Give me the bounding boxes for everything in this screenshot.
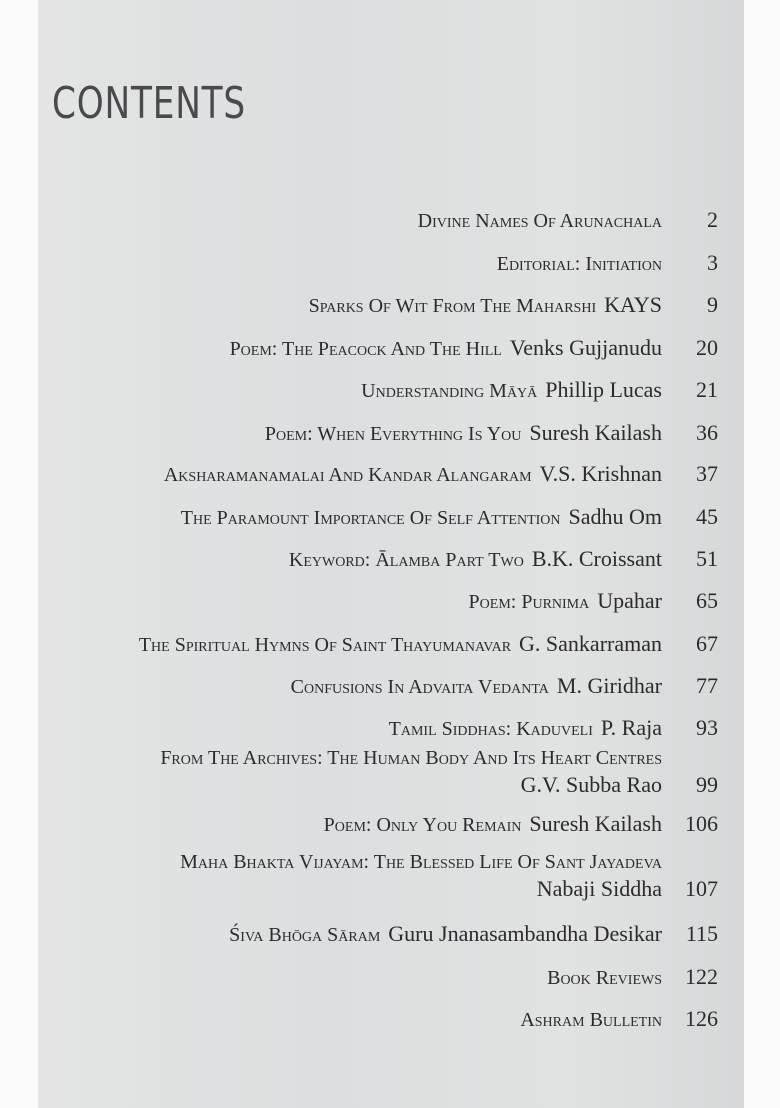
entry-author: Upahar [597, 588, 662, 613]
contents-entry [40, 373, 718, 403]
entry-author: Venks Gujjanudu [509, 335, 662, 360]
entry-author: G.V. Subba Rao [520, 772, 662, 797]
entry-author: Phillip Lucas [545, 377, 662, 402]
entry-author: Sadhu Om [568, 504, 662, 529]
entry-text [361, 377, 662, 403]
contents-entry [40, 960, 718, 990]
entry-text [418, 207, 662, 233]
entry-page-number: 126 [685, 1006, 718, 1031]
contents-entry [40, 203, 718, 233]
entry-title: Editorial: Initiation [496, 253, 662, 275]
contents-entry [40, 416, 718, 446]
contents-entry [40, 246, 718, 276]
entry-page-number: 106 [685, 811, 718, 836]
contents-entry [40, 711, 718, 741]
entry-title: Poem: Purnima [468, 591, 590, 613]
entry-title: Poem: When Everything Is You [264, 423, 522, 445]
entry-author: Nabaji Siddha [536, 876, 662, 901]
contents-entry [40, 288, 718, 318]
entry-text [520, 1006, 662, 1032]
entry-page-number: 45 [696, 504, 718, 529]
entry-title: Book Reviews [547, 967, 662, 989]
entry-page-number: 99 [696, 772, 718, 797]
entry-author: B.K. Croissant [531, 546, 662, 571]
entry-page-number: 115 [685, 921, 718, 946]
entry-page-number: 77 [696, 673, 718, 698]
contents-entry [40, 872, 718, 902]
entry-author: Guru Jnanasambandha Desikar [388, 921, 662, 946]
entry-text [291, 673, 662, 699]
entry-page-number: 65 [696, 588, 718, 613]
entry-title: Sparks Of Wit From The Maharshi [308, 295, 597, 317]
entry-page-number: 3 [707, 250, 718, 275]
contents-entry [40, 457, 718, 487]
entry-text [181, 504, 662, 530]
entry-title: The Paramount Importance Of Self Attention [180, 507, 561, 529]
entry-title: Poem: The Peacock And The Hill [229, 338, 502, 360]
contents-entry [40, 542, 718, 572]
entry-title: Tamil Siddhas: Kaduveli [388, 718, 593, 740]
entry-title: Ashram Bulletin [520, 1009, 662, 1031]
contents-entry [40, 331, 718, 361]
entry-page-number: 37 [696, 461, 718, 486]
contents-entry [40, 500, 718, 530]
entry-page-number: 93 [696, 715, 718, 740]
entry-text [309, 292, 662, 318]
entry-author: KAYS [604, 292, 662, 317]
entry-title: Aksharamanamalai And Kandar Alangaram [163, 464, 532, 486]
entry-title: Understanding Māyā [361, 380, 538, 402]
entry-page-number: 9 [707, 292, 718, 317]
contents-entry [40, 844, 718, 874]
entry-title: From The Archives: The Human Body And Its Heart Centres [160, 747, 662, 769]
entry-title: The Spiritual Hymns Of Saint Thayumanavar [138, 634, 512, 656]
entry-text [324, 811, 662, 837]
entry-text [160, 744, 662, 770]
entry-page-number: 36 [696, 420, 718, 445]
entry-author: G. Sankarraman [519, 631, 662, 656]
entry-text [180, 848, 662, 874]
entry-title: Poem: Only You Remain [323, 814, 522, 836]
entry-page-number: 107 [685, 876, 718, 901]
contents-entry [40, 807, 718, 837]
entry-author: M. Giridhar [556, 673, 662, 698]
entry-page-number: 2 [707, 207, 718, 232]
entry-text [537, 876, 662, 902]
entry-text [497, 250, 662, 276]
contents-entry [40, 768, 718, 798]
entry-text [289, 546, 662, 572]
entry-text [230, 335, 662, 361]
entry-author: Suresh Kailash [529, 811, 662, 836]
contents-entry [40, 584, 718, 614]
entry-title: Maha Bhakta Vijayam: The Blessed Life Of Sant Jayadeva [180, 851, 662, 873]
entry-title: Śiva Bhōga Sāram [229, 924, 381, 946]
entry-text [469, 588, 662, 614]
entry-title: Divine Names Of Arunachala [417, 210, 662, 232]
entry-title: Confusions In Advaita Vedanta [290, 676, 549, 698]
entry-page-number: 51 [696, 546, 718, 571]
entry-title: Keyword: Ālamba Part Two [288, 549, 524, 571]
contents-entry [40, 1002, 718, 1032]
entry-page-number: 67 [696, 631, 718, 656]
entry-text [521, 772, 662, 798]
contents-entry [40, 627, 718, 657]
entry-author: Suresh Kailash [529, 420, 662, 445]
entry-text [265, 420, 662, 446]
contents-entry [40, 669, 718, 699]
entry-text [547, 964, 662, 990]
page-title: CONTENTS [52, 78, 246, 129]
entry-page-number: 20 [696, 335, 718, 360]
entry-text [389, 715, 662, 741]
entry-text [164, 461, 662, 487]
entry-text [229, 921, 662, 947]
contents-entry [40, 740, 718, 770]
contents-entry [40, 917, 718, 947]
entry-text [139, 631, 662, 657]
entry-author: P. Raja [600, 715, 662, 740]
entry-page-number: 21 [696, 377, 718, 402]
entry-page-number: 122 [685, 964, 718, 989]
entry-author: V.S. Krishnan [539, 461, 662, 486]
